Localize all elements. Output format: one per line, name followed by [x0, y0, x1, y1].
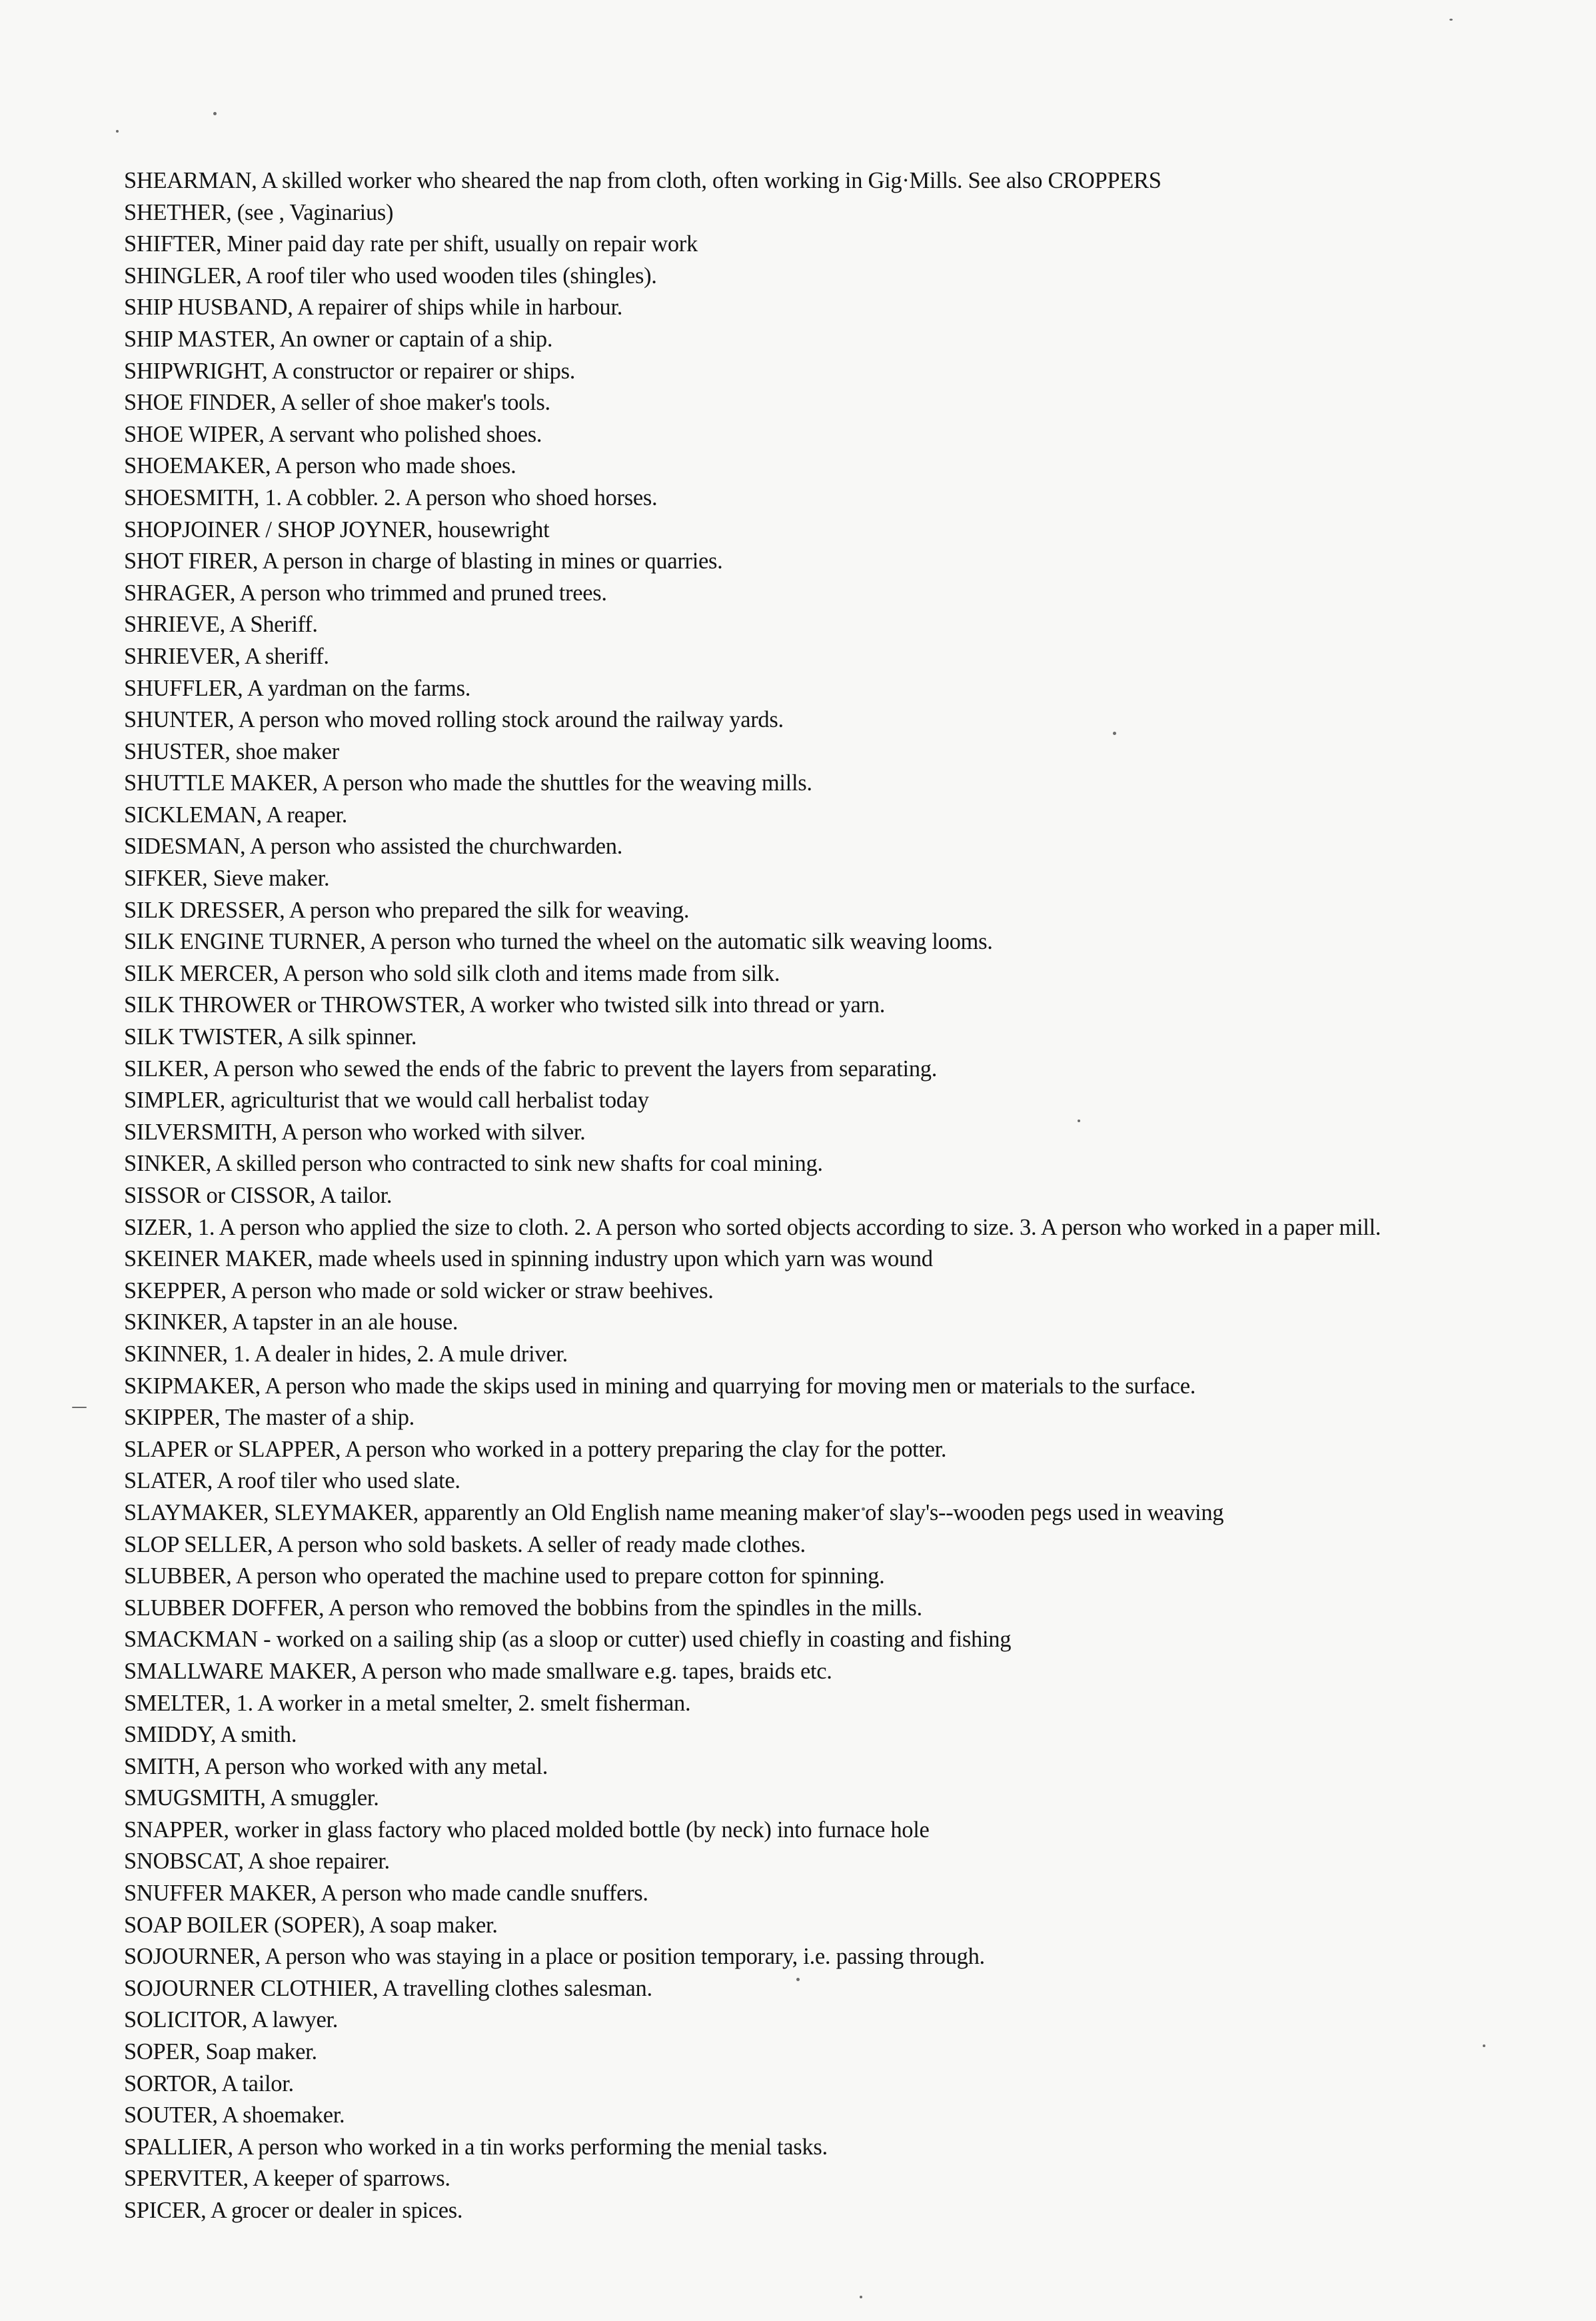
- glossary-entry: SIFKER, Sieve maker.: [124, 866, 330, 892]
- glossary-entry: SILVERSMITH, A person who worked with silver.: [124, 1119, 586, 1145]
- glossary-entry: SKIPPER, The master of a ship.: [124, 1405, 414, 1431]
- glossary-entry: SILK THROWER or THROWSTER, A worker who twisted silk into thread or yarn.: [124, 992, 886, 1018]
- glossary-entry: SKIPMAKER, A person who made the skips used in mining and quarrying for moving men or materials to the surface.: [124, 1373, 1196, 1399]
- glossary-entry: SHINGLER, A roof tiler who used wooden tiles (shingles).: [124, 263, 657, 289]
- glossary-entry: SINKER, A skilled person who contracted to sink new shafts for coal mining.: [124, 1151, 823, 1177]
- glossary-entry: SLUBBER, A person who operated the machine used to prepare cotton for spinning.: [124, 1563, 885, 1589]
- glossary-entry: SHIPWRIGHT, A constructor or repairer or ships.: [124, 358, 576, 384]
- glossary-entry: SLAYMAKER, SLEYMAKER, apparently an Old English name meaning maker of slay's--wooden pegs used in weaving: [124, 1499, 1224, 1525]
- scan-speck: [72, 1407, 87, 1408]
- glossary-entry: SMACKMAN - worked on a sailing ship (as a sloop or cutter) used chiefly in coasting and fishing: [124, 1627, 1012, 1653]
- glossary-entry: SORTOR, A tailor.: [124, 2070, 294, 2096]
- glossary-entry: SOJOURNER CLOTHIER, A travelling clothes salesman.: [124, 1975, 652, 2001]
- glossary-entry: SMELTER, 1. A worker in a metal smelter, 2. smelt fisherman.: [124, 1690, 691, 1716]
- glossary-entry: SMUGSMITH, A smuggler.: [124, 1785, 379, 1811]
- glossary-entry: SMALLWARE MAKER, A person who made smallware e.g. tapes, braids etc.: [124, 1658, 832, 1684]
- glossary-entry: SHRIEVE, A Sheriff.: [124, 612, 318, 638]
- glossary-entry: SHUTTLE MAKER, A person who made the shuttles for the weaving mills.: [124, 770, 812, 796]
- glossary-entry: SHIP HUSBAND, A repairer of ships while in harbour.: [124, 295, 623, 321]
- scan-speck: [116, 130, 119, 133]
- glossary-entry: SHUNTER, A person who moved rolling stock around the railway yards.: [124, 707, 784, 733]
- glossary-entry: SOJOURNER, A person who was staying in a place or position temporary, i.e. passing through.: [124, 1944, 985, 1970]
- glossary-entry: SPICER, A grocer or dealer in spices.: [124, 2198, 463, 2223]
- glossary-entry: SHOEMAKER, A person who made shoes.: [124, 453, 516, 479]
- glossary-entry: SIMPLER, agriculturist that we would call herbalist today: [124, 1088, 649, 1114]
- glossary-entry: SILK DRESSER, A person who prepared the silk for weaving.: [124, 897, 690, 923]
- glossary-entry: SPERVITER, A keeper of sparrows.: [124, 2166, 450, 2192]
- glossary-entry: SNAPPER, worker in glass factory who placed molded bottle (by neck) into furnace hole: [124, 1817, 930, 1843]
- occupation-glossary-list: [124, 165, 1557, 2227]
- glossary-entry: SILKER, A person who sewed the ends of the fabric to prevent the layers from separating.: [124, 1056, 938, 1082]
- scan-speck: [213, 112, 217, 115]
- glossary-entry: SLUBBER DOFFER, A person who removed the bobbins from the spindles in the mills.: [124, 1595, 922, 1621]
- glossary-entry: SLOP SELLER, A person who sold baskets. A seller of ready made clothes.: [124, 1531, 806, 1557]
- glossary-entry: SHIFTER, Miner paid day rate per shift, usually on repair work: [124, 231, 698, 257]
- glossary-entry: SPALLIER, A person who worked in a tin works performing the menial tasks.: [124, 2134, 828, 2160]
- glossary-entry: SISSOR or CISSOR, A tailor.: [124, 1183, 393, 1208]
- glossary-entry: SHUFFLER, A yardman on the farms.: [124, 675, 471, 701]
- glossary-entry: SOAP BOILER (SOPER), A soap maker.: [124, 1912, 498, 1938]
- glossary-entry: SKEPPER, A person who made or sold wicker or straw beehives.: [124, 1277, 714, 1303]
- glossary-entry: SHOT FIRER, A person in charge of blasting in mines or quarries.: [124, 548, 723, 574]
- glossary-entry: SNUFFER MAKER, A person who made candle snuffers.: [124, 1881, 648, 1907]
- glossary-entry: SIZER, 1. A person who applied the size to cloth. 2. A person who sorted objects according to size. 3. A person who worked in a paper mill.: [124, 1214, 1381, 1240]
- glossary-entry: SILK ENGINE TURNER, A person who turned the wheel on the automatic silk weaving looms.: [124, 929, 993, 955]
- glossary-entry: SHEARMAN, A skilled worker who sheared the nap from cloth, often working in Gig·Mills. See also CROPPERS: [124, 168, 1162, 193]
- glossary-entry: SKINKER, A tapster in an ale house.: [124, 1309, 458, 1335]
- glossary-entry: SKINNER, 1. A dealer in hides, 2. A mule driver.: [124, 1341, 568, 1367]
- glossary-entry: SHETHER, (see , Vaginarius): [124, 199, 394, 225]
- glossary-entry: SMITH, A person who worked with any metal.: [124, 1753, 548, 1779]
- glossary-entry: SLAPER or SLAPPER, A person who worked in a pottery preparing the clay for the potter.: [124, 1436, 947, 1462]
- glossary-entry: SKEINER MAKER, made wheels used in spinning industry upon which yarn was wound: [124, 1246, 933, 1272]
- glossary-entry: SOLICITOR, A lawyer.: [124, 2007, 339, 2033]
- glossary-entry: SILK MERCER, A person who sold silk cloth and items made from silk.: [124, 960, 780, 986]
- glossary-entry: SOUTER, A shoemaker.: [124, 2102, 345, 2128]
- glossary-entry: SHUSTER, shoe maker: [124, 738, 339, 764]
- glossary-entry: SMIDDY, A smith.: [124, 1722, 297, 1748]
- glossary-entry: SLATER, A roof tiler who used slate.: [124, 1468, 460, 1494]
- glossary-entry: SILK TWISTER, A silk spinner.: [124, 1024, 417, 1050]
- glossary-entry: SNOBSCAT, A shoe repairer.: [124, 1849, 390, 1875]
- glossary-entry: SHOPJOINER / SHOP JOYNER, housewright: [124, 516, 550, 542]
- glossary-entry: SICKLEMAN, A reaper.: [124, 802, 348, 828]
- glossary-entry: SHOE WIPER, A servant who polished shoes.: [124, 421, 542, 447]
- scan-speck: [1449, 19, 1453, 21]
- glossary-entry: SOPER, Soap maker.: [124, 2039, 317, 2065]
- glossary-entry: SHOESMITH, 1. A cobbler. 2. A person who shoed horses.: [124, 484, 658, 510]
- glossary-entry: SIDESMAN, A person who assisted the churchwarden.: [124, 834, 623, 860]
- glossary-entry: SHOE FINDER, A seller of shoe maker's tools.: [124, 390, 550, 416]
- glossary-entry: SHRIEVER, A sheriff.: [124, 643, 329, 669]
- glossary-entry: SHRAGER, A person who trimmed and pruned trees.: [124, 580, 607, 606]
- scan-speck: [860, 2296, 862, 2298]
- glossary-entry: SHIP MASTER, An owner or captain of a ship.: [124, 326, 553, 352]
